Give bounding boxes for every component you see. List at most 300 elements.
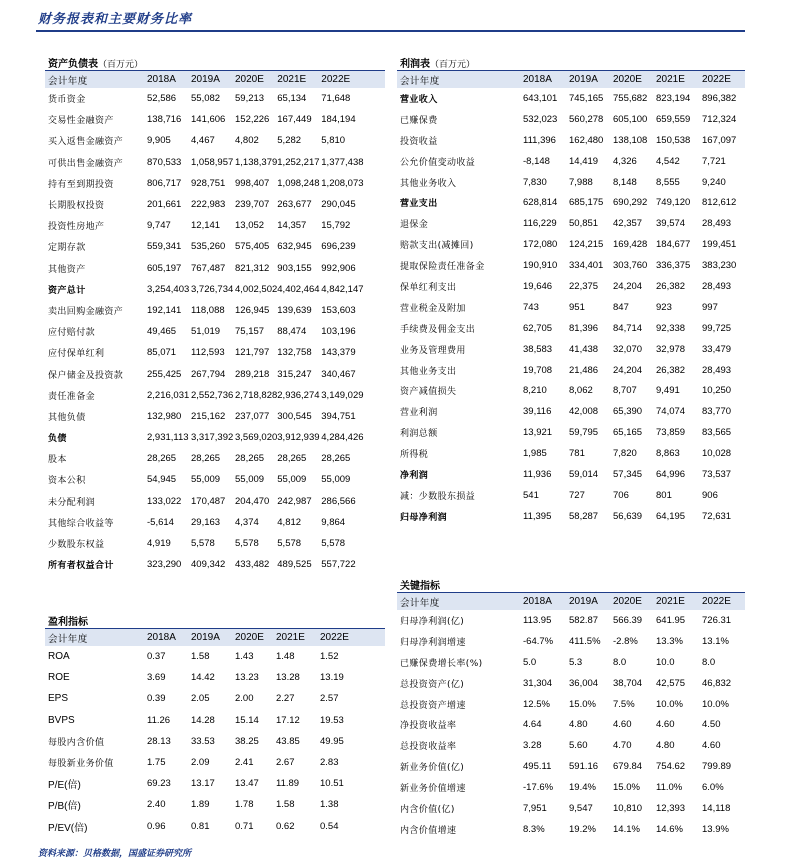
row-value: 801 xyxy=(656,489,672,501)
row-value: 54,945 xyxy=(147,474,177,486)
table-row xyxy=(397,276,745,297)
row-value: 383,230 xyxy=(702,260,737,272)
row-label: 提取保险责任准备金 xyxy=(400,262,485,273)
row-value: 679.84 xyxy=(613,761,643,773)
table-row xyxy=(397,130,745,151)
profit-header-label: 会计年度 xyxy=(48,633,88,645)
row-value: 4.64 xyxy=(523,719,542,731)
row-value: 1,138,379 xyxy=(235,156,278,168)
income-header-label: 会计年度 xyxy=(400,75,440,87)
row-value: 1.58 xyxy=(276,799,295,811)
row-value: 560,278 xyxy=(569,113,604,125)
row-value: 15.0% xyxy=(613,782,640,794)
table-row xyxy=(45,667,367,688)
row-value: 2.83 xyxy=(320,757,339,769)
table-row xyxy=(397,151,745,172)
row-value: 3.69 xyxy=(147,672,166,684)
row-value: 8.0 xyxy=(613,656,627,668)
row-value: 8.0 xyxy=(702,656,716,668)
row-value: 139,639 xyxy=(277,304,312,316)
row-value: 28,493 xyxy=(702,280,732,292)
row-value: 15.14 xyxy=(235,714,259,726)
row-value: 566.39 xyxy=(613,614,643,626)
row-value: 1,252,217 xyxy=(277,156,320,168)
row-value: 126,945 xyxy=(235,304,270,316)
row-value: 55,082 xyxy=(191,93,221,105)
row-value: 13.23 xyxy=(235,672,259,684)
row-value: 411.5% xyxy=(569,635,601,647)
row-value: 42,575 xyxy=(656,677,686,689)
row-label: BVPS xyxy=(48,714,75,726)
row-label: ROE xyxy=(48,672,70,684)
row-value: 55,009 xyxy=(277,474,307,486)
row-value: -2.8% xyxy=(613,635,638,647)
row-value: 167,097 xyxy=(702,134,737,146)
table-row xyxy=(45,491,368,512)
row-value: 706 xyxy=(613,489,629,501)
row-value: 745,165 xyxy=(569,92,604,104)
row-value: 2.05 xyxy=(191,693,210,705)
table-row xyxy=(45,321,368,342)
table-row xyxy=(397,255,745,276)
row-value: 19,646 xyxy=(523,280,553,292)
row-value: 113.95 xyxy=(523,614,552,626)
row-label: 应付赔付款 xyxy=(48,328,96,339)
row-value: 1.89 xyxy=(191,799,210,811)
row-value: 14.28 xyxy=(191,714,215,726)
row-value: 11,395 xyxy=(523,510,552,522)
row-value: 28,265 xyxy=(321,453,351,465)
table-row xyxy=(45,279,368,300)
row-value: 132,980 xyxy=(147,410,182,422)
table-row xyxy=(45,215,368,236)
row-value: 64,195 xyxy=(656,510,686,522)
row-value: 7,951 xyxy=(523,802,547,814)
row-label: 资产减值损失 xyxy=(400,387,457,398)
table-row xyxy=(397,88,745,109)
row-label: 少数股东权益 xyxy=(48,540,105,551)
row-value: 13.47 xyxy=(235,778,259,790)
row-value: 1.75 xyxy=(147,757,166,769)
row-value: 167,449 xyxy=(277,114,312,126)
row-label: 未分配利润 xyxy=(48,497,96,508)
row-value: 103,196 xyxy=(321,326,356,338)
row-value: 334,401 xyxy=(569,260,604,272)
row-value: 998,407 xyxy=(235,177,270,189)
row-value: 10.0 xyxy=(656,656,675,668)
table-row xyxy=(397,735,745,756)
table-row xyxy=(397,777,745,798)
row-value: 36,004 xyxy=(569,677,599,689)
row-value: 3.28 xyxy=(523,740,542,752)
table-row xyxy=(45,109,368,130)
row-value: 19.2% xyxy=(569,823,596,835)
table-row xyxy=(45,173,368,194)
row-value: 73,859 xyxy=(656,427,686,439)
row-value: 13.19 xyxy=(320,672,344,684)
row-value: 3,254,403 xyxy=(147,283,190,295)
row-label: 新业务价值(亿) xyxy=(400,763,465,774)
key-header-label: 会计年度 xyxy=(400,597,440,609)
row-value: 14,118 xyxy=(702,802,731,814)
key-header-year: 2022E xyxy=(702,596,731,607)
row-value: 41,438 xyxy=(569,343,599,355)
row-value: 13.3% xyxy=(656,635,683,647)
row-value: 33,479 xyxy=(702,343,732,355)
row-value: 290,045 xyxy=(321,199,356,211)
row-value: 28,265 xyxy=(191,453,221,465)
income-header-year: 2022E xyxy=(702,74,731,85)
row-label: 业务及管理费用 xyxy=(400,345,466,356)
table-row xyxy=(397,172,745,193)
row-value: 38,583 xyxy=(523,343,553,355)
row-value: 806,717 xyxy=(147,177,182,189)
row-value: 2.57 xyxy=(320,693,339,705)
table-row xyxy=(397,380,745,401)
row-value: 9,905 xyxy=(147,135,171,147)
row-value: 3,569,020 xyxy=(235,432,278,444)
row-value: 55,009 xyxy=(321,474,351,486)
row-value: 65,165 xyxy=(613,427,643,439)
row-value: 906 xyxy=(702,489,718,501)
row-label: 投资性房地产 xyxy=(48,222,105,233)
key-header-row xyxy=(397,593,745,610)
row-value: 237,077 xyxy=(235,410,270,422)
row-value: 5.60 xyxy=(569,740,588,752)
row-value: 162,480 xyxy=(569,134,604,146)
row-label: 每股内含价值 xyxy=(48,737,105,748)
row-value: 28,493 xyxy=(702,364,732,376)
row-value: 4.60 xyxy=(613,719,632,731)
row-value: 575,405 xyxy=(235,241,270,253)
row-value: -17.6% xyxy=(523,782,554,794)
row-value: 11.89 xyxy=(276,778,300,790)
row-value: 690,292 xyxy=(613,197,648,209)
row-label: 货币资金 xyxy=(48,95,86,106)
table-row xyxy=(397,401,745,422)
row-value: 2.41 xyxy=(235,757,254,769)
row-value: 605,100 xyxy=(613,113,648,125)
table-row xyxy=(45,152,368,173)
row-value: 4.60 xyxy=(656,719,675,731)
balance-sheet-panel xyxy=(38,55,388,585)
row-value: 152,226 xyxy=(235,114,270,126)
row-label: 资产总计 xyxy=(48,285,86,296)
table-row xyxy=(397,506,745,527)
row-value: 15.0% xyxy=(569,698,596,710)
row-value: 781 xyxy=(569,448,585,460)
row-value: 143,379 xyxy=(321,347,356,359)
row-value: 541 xyxy=(523,489,539,501)
row-value: 19.4% xyxy=(569,782,596,794)
row-value: 3,726,734 xyxy=(191,283,234,295)
row-value: 5,578 xyxy=(235,538,259,550)
income-header-year: 2019A xyxy=(569,74,598,85)
row-value: 923 xyxy=(656,301,672,313)
row-value: 118,088 xyxy=(191,304,225,316)
row-value: 336,375 xyxy=(656,260,691,272)
row-value: 28.13 xyxy=(147,735,171,747)
key-indicators-table xyxy=(397,593,745,840)
row-value: 132,758 xyxy=(277,347,312,359)
row-value: 289,218 xyxy=(235,368,270,380)
row-value: 1,098,248 xyxy=(277,177,320,189)
row-value: 242,987 xyxy=(277,495,312,507)
row-value: 92,338 xyxy=(656,322,686,334)
row-value: 39,116 xyxy=(523,406,552,418)
title-rule xyxy=(36,30,745,32)
row-value: 42,357 xyxy=(613,218,643,230)
row-label: 归母净利润(亿) xyxy=(400,616,465,627)
row-value: 315,247 xyxy=(277,368,312,380)
row-value: 821,312 xyxy=(235,262,270,274)
row-value: 138,108 xyxy=(613,134,648,146)
row-label: ROA xyxy=(48,651,70,663)
row-value: 628,814 xyxy=(523,197,558,209)
row-value: 52,586 xyxy=(147,93,177,105)
row-label: 交易性金融资产 xyxy=(48,116,114,127)
row-value: 169,428 xyxy=(613,239,648,251)
row-value: 5,578 xyxy=(277,538,302,550)
row-value: 5,578 xyxy=(321,538,346,550)
row-value: 46,832 xyxy=(702,677,732,689)
row-value: 0.81 xyxy=(191,820,210,832)
row-value: 116,229 xyxy=(523,218,557,230)
row-value: 33.53 xyxy=(191,735,215,747)
profit-header-row xyxy=(45,629,367,646)
row-value: 743 xyxy=(523,301,539,313)
table-row xyxy=(45,258,368,279)
row-value: 0.96 xyxy=(147,820,166,832)
row-value: 133,022 xyxy=(147,495,182,507)
row-value: 2,718,828 xyxy=(235,389,278,401)
table-row xyxy=(397,234,745,255)
row-value: 42,008 xyxy=(569,406,599,418)
row-value: 124,215 xyxy=(569,239,604,251)
row-label: 退保金 xyxy=(400,220,429,231)
row-value: 9,864 xyxy=(321,516,346,528)
row-value: 83,770 xyxy=(702,406,732,418)
table-row xyxy=(397,109,745,130)
row-value: 24,204 xyxy=(613,280,643,292)
balance-sheet-title-text: 资产负债表 xyxy=(48,59,98,70)
row-value: 184,194 xyxy=(321,114,356,126)
row-value: 4.50 xyxy=(702,719,721,731)
row-value: 71,648 xyxy=(321,93,351,105)
row-value: 172,080 xyxy=(523,239,558,251)
row-value: 255,425 xyxy=(147,368,182,380)
row-value: 28,265 xyxy=(147,453,177,465)
row-value: 4,542 xyxy=(656,155,680,167)
income-header-year: 2020E xyxy=(613,74,642,85)
row-value: 74,074 xyxy=(656,406,686,418)
row-value: 4,812 xyxy=(277,516,302,528)
row-label: 定期存款 xyxy=(48,243,86,254)
row-label: P/E(倍) xyxy=(48,780,81,792)
page-title: 财务报表和主要财务比率 xyxy=(38,12,193,27)
row-value: 59,213 xyxy=(235,93,265,105)
row-label: 资本公积 xyxy=(48,476,86,487)
row-value: 300,545 xyxy=(277,410,312,422)
income-statement-title xyxy=(400,55,475,70)
row-value: 13.1% xyxy=(702,635,729,647)
row-value: 14.6% xyxy=(656,823,683,835)
row-value: 10,810 xyxy=(613,802,643,814)
row-label: 应付保单红利 xyxy=(48,349,105,360)
table-row xyxy=(45,300,368,321)
balance-header-year: 2019A xyxy=(191,74,220,85)
balance-header-year: 2021E xyxy=(277,74,307,85)
row-label: 营业利润 xyxy=(400,408,438,419)
row-value: 5,578 xyxy=(191,538,215,550)
row-value: 83,565 xyxy=(702,427,732,439)
row-label: 新业务价值增速 xyxy=(400,784,466,795)
row-value: 641.95 xyxy=(656,614,686,626)
row-value: 26,382 xyxy=(656,364,686,376)
balance-sheet-table xyxy=(45,71,368,575)
row-value: 557,722 xyxy=(321,559,356,571)
row-value: 928,751 xyxy=(191,177,226,189)
row-value: 1.43 xyxy=(235,651,254,663)
row-value: 8,555 xyxy=(656,176,680,188)
row-value: 184,677 xyxy=(656,239,691,251)
row-value: 847 xyxy=(613,301,629,313)
row-value: 394,751 xyxy=(321,410,356,422)
row-value: 1.78 xyxy=(235,799,254,811)
row-value: 4,842,147 xyxy=(321,283,364,295)
table-row xyxy=(45,512,368,533)
row-value: 685,175 xyxy=(569,197,604,209)
row-value: 192,141 xyxy=(147,304,182,316)
profit-header-year: 2018A xyxy=(147,632,176,643)
row-value: 2.00 xyxy=(235,693,254,705)
row-value: 24,204 xyxy=(613,364,643,376)
row-value: 2.40 xyxy=(147,799,166,811)
row-value: 7,721 xyxy=(702,155,726,167)
row-value: 9,491 xyxy=(656,385,680,397)
row-value: 8.3% xyxy=(523,823,545,835)
row-value: 56,639 xyxy=(613,510,643,522)
row-value: 951 xyxy=(569,301,585,313)
row-label: 每股新业务价值 xyxy=(48,759,114,770)
row-value: 85,071 xyxy=(147,347,177,359)
row-label: 归母净利润增速 xyxy=(400,637,466,648)
table-row xyxy=(397,673,745,694)
row-value: 222,983 xyxy=(191,199,226,211)
row-value: 28,265 xyxy=(277,453,307,465)
row-label: 手续费及佣金支出 xyxy=(400,324,476,335)
row-label: P/EV(倍) xyxy=(48,822,88,834)
row-label: 所有者权益合计 xyxy=(48,561,114,572)
row-value: 138,716 xyxy=(147,114,182,126)
row-value: 409,342 xyxy=(191,559,226,571)
row-value: 997 xyxy=(702,301,718,313)
row-value: 632,945 xyxy=(277,241,312,253)
row-value: 141,606 xyxy=(191,114,226,126)
table-row xyxy=(397,318,745,339)
row-value: 4,002,502 xyxy=(235,283,278,295)
row-value: 14.1% xyxy=(613,823,640,835)
table-row xyxy=(45,448,368,469)
row-value: 0.37 xyxy=(147,651,166,663)
row-label: 持有至到期投资 xyxy=(48,179,114,190)
row-label: 内含价值增速 xyxy=(400,825,457,836)
table-row xyxy=(45,194,368,215)
row-label: 其他业务支出 xyxy=(400,366,457,377)
row-value: 11.0% xyxy=(656,782,683,794)
table-row xyxy=(397,297,745,318)
row-label: 减：少数股东损益 xyxy=(400,491,476,502)
row-value: 992,906 xyxy=(321,262,356,274)
row-value: 28,493 xyxy=(702,218,732,230)
row-value: 19.53 xyxy=(320,714,344,726)
row-value: 870,533 xyxy=(147,156,182,168)
row-label: 已赚保费增长率(%) xyxy=(400,658,483,669)
profit-header-year: 2020E xyxy=(235,632,264,643)
row-value: 812,612 xyxy=(702,197,737,209)
row-value: 6.0% xyxy=(702,782,724,794)
table-row xyxy=(45,533,368,554)
table-row xyxy=(397,443,745,464)
row-value: 57,345 xyxy=(613,468,643,480)
row-label: 归母净利润 xyxy=(400,512,448,523)
row-value: 31,304 xyxy=(523,677,553,689)
row-value: 489,525 xyxy=(277,559,312,571)
row-value: 340,467 xyxy=(321,368,356,380)
row-value: 4,802 xyxy=(235,135,259,147)
row-value: 55,009 xyxy=(191,474,221,486)
row-value: 2.09 xyxy=(191,757,210,769)
row-value: 21,486 xyxy=(569,364,599,376)
row-label: 利润总额 xyxy=(400,429,438,440)
row-value: 605,197 xyxy=(147,262,182,274)
row-value: 535,260 xyxy=(191,241,226,253)
row-value: 1.58 xyxy=(191,651,210,663)
row-value: 190,910 xyxy=(523,260,558,272)
row-label: 责任准备金 xyxy=(48,391,96,402)
row-value: 2.27 xyxy=(276,693,295,705)
row-value: 9,547 xyxy=(569,802,593,814)
row-label: 总投资资产增速 xyxy=(400,700,466,711)
row-value: 903,155 xyxy=(277,262,312,274)
table-row xyxy=(397,339,745,360)
row-value: 32,070 xyxy=(613,343,643,355)
row-value: 643,101 xyxy=(523,92,558,104)
table-row xyxy=(397,422,745,443)
row-label: 净利润 xyxy=(400,470,429,481)
row-value: 4.70 xyxy=(613,740,632,752)
table-row xyxy=(397,610,745,631)
row-value: 4.80 xyxy=(569,719,588,731)
row-label: 营业收入 xyxy=(400,94,438,105)
row-label: 买入返售金融资产 xyxy=(48,137,124,148)
row-label: 其他资产 xyxy=(48,264,86,275)
table-row xyxy=(45,646,367,667)
key-indicators-panel xyxy=(390,577,750,842)
row-value: 0.71 xyxy=(235,820,254,832)
row-value: 2,936,274 xyxy=(277,389,320,401)
row-label: 营业税金及附加 xyxy=(400,303,466,314)
row-value: 1,985 xyxy=(523,448,547,460)
table-row xyxy=(397,756,745,777)
row-value: 799.89 xyxy=(702,761,732,773)
row-value: 3,149,029 xyxy=(321,389,364,401)
table-row xyxy=(45,731,367,752)
row-value: 5.3 xyxy=(569,656,583,668)
row-value: 4,326 xyxy=(613,155,637,167)
row-value: 59,795 xyxy=(569,427,599,439)
row-value: 13.28 xyxy=(276,672,300,684)
